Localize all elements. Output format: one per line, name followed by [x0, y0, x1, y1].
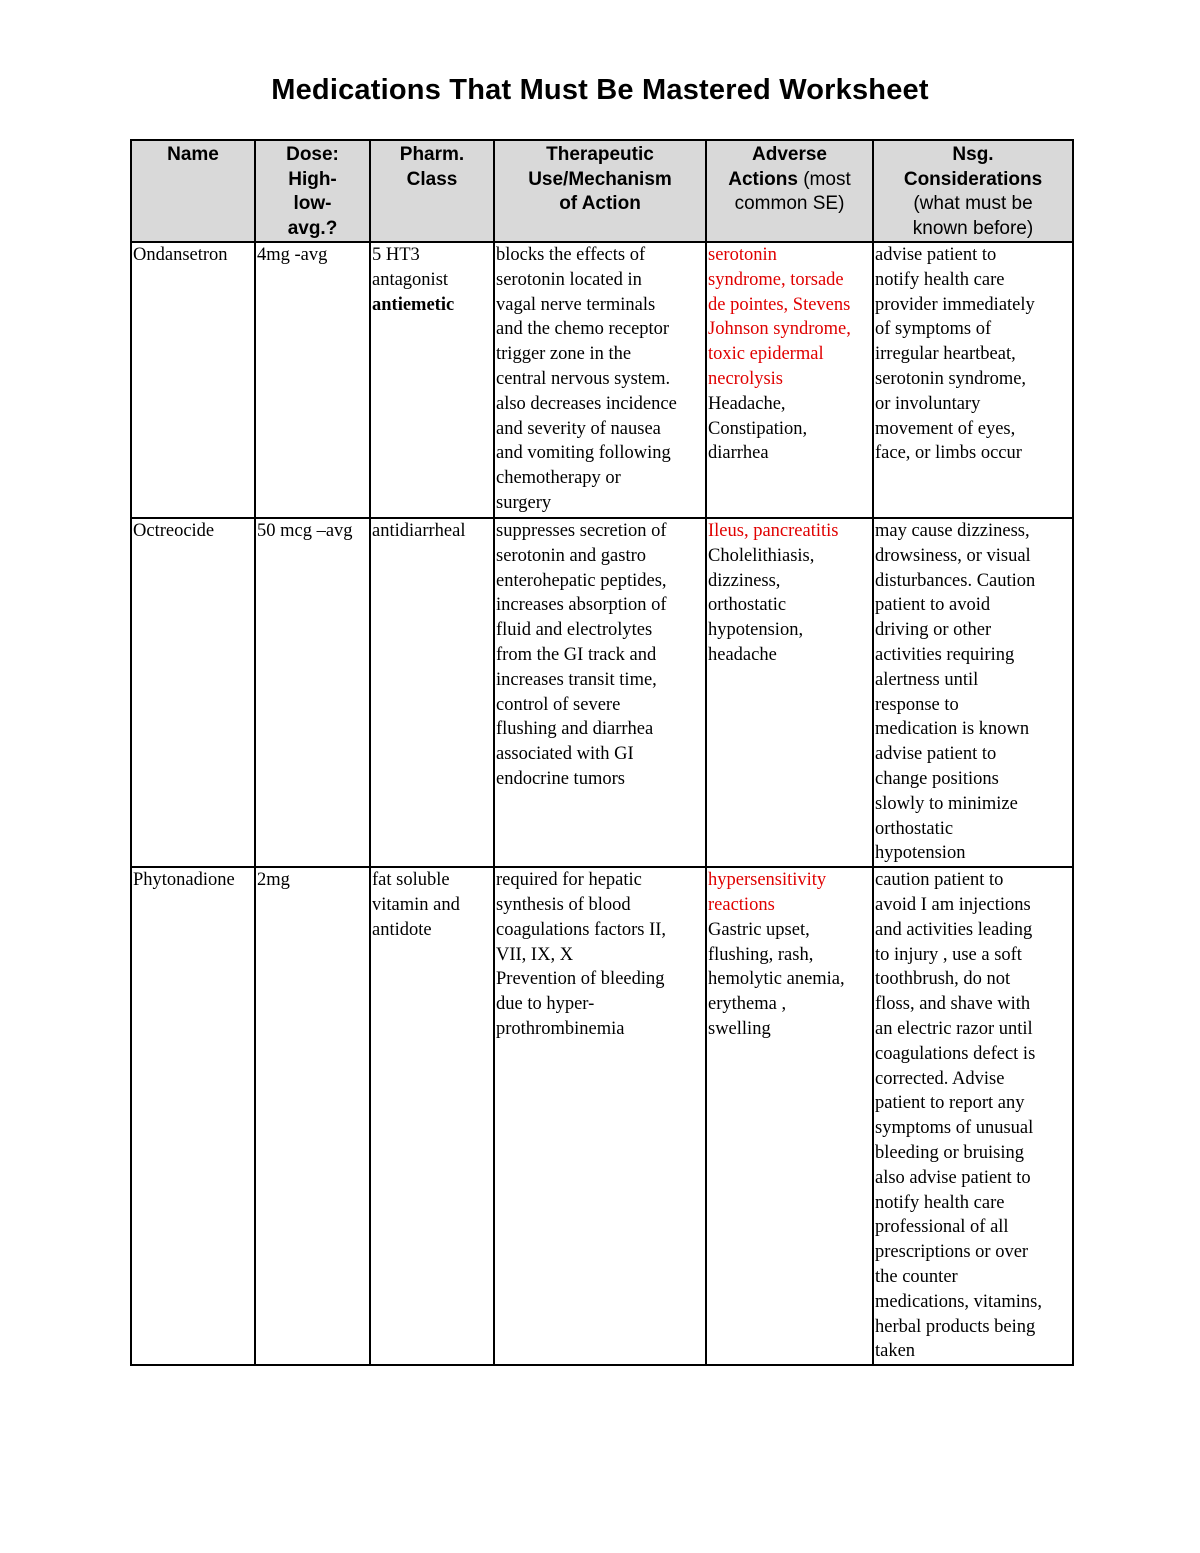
- cell-text: bleeding or bruising: [875, 1142, 1025, 1163]
- cell-text: erythema ,: [708, 994, 787, 1015]
- cell-text: orthostatic: [875, 818, 954, 839]
- cell-text: Johnson syndrome,: [708, 319, 851, 340]
- cell-text: control of severe: [496, 694, 621, 715]
- cell-text: patient to avoid: [875, 595, 991, 616]
- cell-text: advise patient to: [875, 744, 997, 765]
- cell-text: serotonin: [708, 245, 777, 265]
- cell-text: Ondansetron: [133, 245, 228, 265]
- cell-text: fat soluble: [372, 870, 450, 891]
- cell-text: 2mg: [257, 870, 290, 891]
- cell-text: flushing and diarrhea: [496, 719, 654, 740]
- cell-text: caution patient to: [875, 870, 1004, 891]
- cell-name: [131, 867, 255, 1365]
- cell-text: hypersensitivity: [708, 870, 827, 891]
- cell-text: symptoms of unusual: [875, 1118, 1034, 1139]
- cell-text: central nervous system.: [496, 368, 671, 389]
- cell-therapeutic: [494, 518, 706, 867]
- cell-text: trigger zone in the: [496, 344, 632, 365]
- cell-text: toothbrush, do not: [875, 969, 1011, 990]
- header-adverse-actions: [706, 140, 873, 242]
- header-text: Actions: [728, 168, 798, 190]
- cell-text: corrected. Advise: [875, 1068, 1005, 1089]
- cell-adverse: [706, 518, 873, 867]
- cell-text: slowly to minimize: [875, 793, 1018, 814]
- cell-nursing: [873, 518, 1073, 867]
- cell-text: irregular heartbeat,: [875, 344, 1016, 365]
- header-text: Use/Mechanism: [528, 168, 672, 190]
- cell-text: response to: [875, 694, 959, 715]
- cell-text: required for hepatic: [496, 870, 642, 891]
- header-text: Class: [406, 168, 458, 190]
- header-text-line: [707, 168, 872, 193]
- cell-text: and activities leading: [875, 919, 1033, 940]
- cell-text-bold: antiemetic: [372, 294, 455, 315]
- cell-text: flushing, rash,: [708, 944, 814, 965]
- cell-text: and the chemo receptor: [496, 319, 670, 340]
- cell-text: antidote: [372, 919, 432, 940]
- cell-text: Phytonadione: [133, 870, 235, 891]
- cell-text: enterohepatic peptides,: [496, 570, 667, 591]
- cell-text: fluid and electrolytes: [496, 620, 653, 641]
- cell-text: avoid I am injections: [875, 894, 1031, 915]
- header-dose: [255, 140, 370, 242]
- cell-text: coagulations factors II,: [496, 919, 667, 940]
- cell-text: prescriptions or over: [875, 1242, 1029, 1263]
- cell-text: hypotension,: [708, 620, 804, 641]
- cell-text: and vomiting following: [496, 443, 671, 464]
- cell-text: professional of all: [875, 1217, 1009, 1238]
- cell-text: 4mg -avg: [257, 245, 328, 265]
- header-text: Dose:: [286, 144, 339, 165]
- cell-pharm-class: [370, 867, 494, 1365]
- cell-text: floss, and shave with: [875, 994, 1031, 1015]
- cell-text: chemotherapy or: [496, 468, 621, 489]
- cell-text: alertness until: [875, 669, 979, 690]
- cell-text: activities requiring: [875, 644, 1015, 665]
- header-text: avg.?: [287, 217, 338, 239]
- header-text: low-: [293, 193, 332, 214]
- table-row: [131, 242, 1073, 518]
- header-text: Adverse: [752, 144, 827, 165]
- cell-text: movement of eyes,: [875, 418, 1016, 439]
- cell-text: de pointes, Stevens: [708, 294, 851, 315]
- cell-text: reactions: [708, 894, 775, 915]
- cell-text: notify health care: [875, 1192, 1005, 1213]
- cell-text: serotonin and gastro: [496, 545, 647, 566]
- header-therapeutic-use: [494, 140, 706, 242]
- cell-text: hemolytic anemia,: [708, 969, 845, 990]
- cell-text: toxic epidermal: [708, 344, 824, 365]
- cell-text: 50 mcg –avg: [257, 521, 353, 541]
- cell-dose: [255, 242, 370, 518]
- table-row: [131, 518, 1073, 867]
- cell-text: Constipation,: [708, 418, 808, 439]
- cell-text: endocrine tumors: [496, 768, 625, 789]
- cell-text: antidiarrheal: [372, 521, 466, 541]
- cell-text: to injury , use a soft: [875, 944, 1022, 965]
- cell-therapeutic: [494, 242, 706, 518]
- cell-dose: [255, 867, 370, 1365]
- cell-text: and severity of nausea: [496, 418, 661, 439]
- cell-text: serotonin syndrome,: [875, 368, 1027, 389]
- cell-text: an electric razor until: [875, 1018, 1033, 1039]
- cell-text: notify health care: [875, 269, 1005, 290]
- header-row: [131, 140, 1073, 242]
- cell-text: driving or other: [875, 620, 992, 641]
- cell-text: swelling: [708, 1018, 771, 1039]
- header-text: (most: [797, 168, 851, 190]
- cell-text: syndrome, torsade: [708, 269, 844, 290]
- cell-text: medications, vitamins,: [875, 1291, 1042, 1312]
- cell-name: [131, 242, 255, 518]
- cell-name: [131, 518, 255, 867]
- cell-text: serotonin located in: [496, 269, 642, 290]
- cell-text: Cholelithiasis,: [708, 545, 815, 566]
- cell-text: patient to report any: [875, 1093, 1025, 1114]
- cell-text: hypotension: [875, 843, 966, 864]
- cell-text: surgery: [496, 492, 552, 513]
- cell-text: change positions: [875, 768, 999, 789]
- cell-dose: [255, 518, 370, 867]
- cell-text: increases absorption of: [496, 595, 667, 616]
- header-text: Nsg.: [952, 144, 994, 165]
- cell-text: suppresses secretion of: [496, 521, 667, 541]
- cell-text: diarrhea: [708, 443, 769, 464]
- header-text: Therapeutic: [546, 144, 654, 165]
- cell-adverse: [706, 867, 873, 1365]
- cell-pharm-class: [370, 518, 494, 867]
- header-text: known before): [912, 217, 1034, 239]
- header-text: common SE): [734, 193, 845, 214]
- cell-text: advise patient to: [875, 245, 997, 265]
- cell-text: herbal products being: [875, 1316, 1036, 1337]
- cell-text: taken: [875, 1341, 916, 1362]
- cell-text: face, or limbs occur: [875, 443, 1022, 464]
- cell-text: dizziness,: [708, 570, 781, 591]
- cell-text: provider immediately: [875, 294, 1035, 315]
- cell-text: necrolysis: [708, 368, 784, 389]
- cell-text: the counter: [875, 1266, 958, 1287]
- cell-text: vitamin and: [372, 894, 460, 915]
- cell-text: of symptoms of: [875, 319, 992, 340]
- header-text: Name: [167, 144, 219, 165]
- cell-text: drowsiness, or visual: [875, 545, 1031, 566]
- cell-text: Headache,: [708, 393, 786, 414]
- cell-text: due to hyper-: [496, 994, 595, 1015]
- cell-text: blocks the effects of: [496, 245, 646, 265]
- cell-text: coagulations defect is: [875, 1043, 1036, 1064]
- cell-nursing: [873, 867, 1073, 1365]
- cell-pharm-class: [370, 242, 494, 518]
- cell-text: Prevention of bleeding: [496, 969, 665, 990]
- page-title: Medications That Must Be Mastered Worksheet: [271, 74, 929, 106]
- cell-text: headache: [708, 644, 777, 665]
- cell-text: vagal nerve terminals: [496, 294, 656, 315]
- cell-text: increases transit time,: [496, 669, 657, 690]
- header-text: Pharm.: [399, 144, 465, 165]
- cell-text: also advise patient to: [875, 1167, 1031, 1188]
- cell-text: orthostatic: [708, 595, 787, 616]
- cell-text: disturbances. Caution: [875, 570, 1036, 591]
- cell-text: also decreases incidence: [496, 393, 677, 414]
- cell-nursing: [873, 242, 1073, 518]
- cell-text: medication is known: [875, 719, 1030, 740]
- cell-text: associated with GI: [496, 744, 634, 765]
- table-row: [131, 867, 1073, 1365]
- cell-text: may cause dizziness,: [875, 521, 1030, 541]
- cell-text: 5 HT3: [372, 245, 420, 265]
- header-text: Considerations: [903, 168, 1043, 190]
- medications-table: [130, 139, 1074, 1366]
- cell-text: synthesis of blood: [496, 894, 631, 915]
- header-text: High-: [288, 168, 337, 190]
- header-text: of Action: [559, 193, 641, 214]
- cell-text: from the GI track and: [496, 644, 657, 665]
- header-text: (what must be: [913, 193, 1033, 214]
- header-nursing-considerations: [873, 140, 1073, 242]
- cell-text: or involuntary: [875, 393, 981, 414]
- header-name: [131, 140, 255, 242]
- cell-text: Octreocide: [133, 521, 215, 541]
- cell-text: Ileus, pancreatitis: [708, 521, 839, 541]
- cell-text: antagonist: [372, 269, 449, 290]
- cell-adverse: [706, 242, 873, 518]
- header-pharm-class: [370, 140, 494, 242]
- cell-text: VII, IX, X: [496, 944, 574, 965]
- cell-therapeutic: [494, 867, 706, 1365]
- cell-text: prothrombinemia: [496, 1018, 625, 1039]
- cell-text: Gastric upset,: [708, 919, 810, 940]
